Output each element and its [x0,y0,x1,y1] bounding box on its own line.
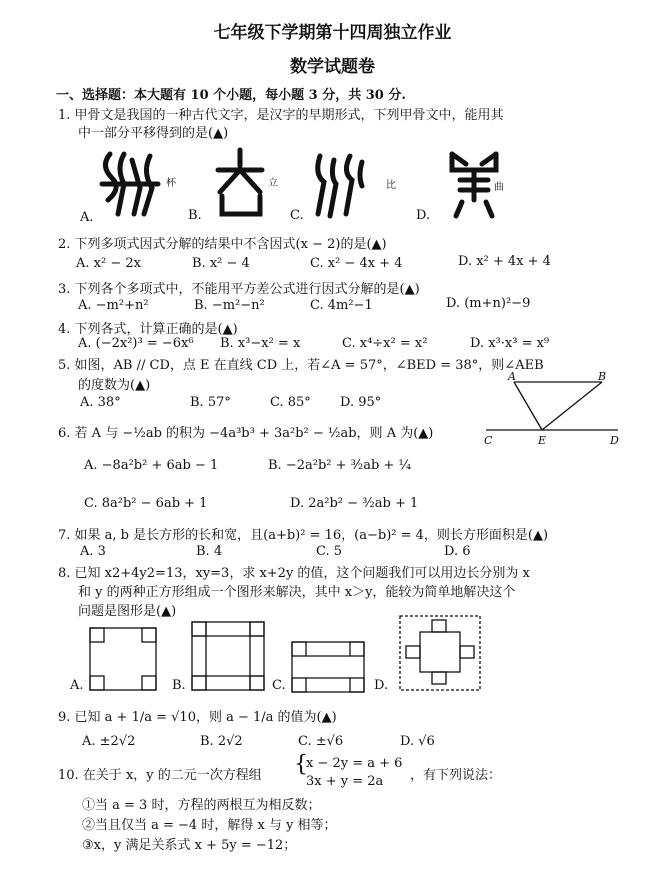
q4-stem: 4. 下列各式，计算正确的是(▲) [58,322,238,337]
q7-option-d: D. 6 [444,544,471,559]
fig-label-a: A [508,370,516,383]
q2-option-d: D. x² + 4x + 4 [458,254,551,269]
q9-option-c: C. ±√6 [298,734,344,749]
q5-option-a: A. 38° [80,395,121,410]
oracle-glyph-c [312,150,368,218]
fig-label-d: D [610,434,619,447]
q8-option-a: A. [70,678,84,693]
q8-stem-line1: 8. 已知 x2+4y2=13，xy=3，求 x+2y 的值，这个问题我们可以用边长分别为 x [58,566,530,581]
q1-caption-c: 比 [386,180,396,191]
q8-figure-d [398,614,482,692]
q6-option-c: C. 8a²b² − 6ab + 1 [84,496,208,511]
oracle-glyph-b [210,146,270,218]
q5-geometry-figure [480,372,630,450]
q10-statement-2: ②当且仅当 a = −4 时，解得 x 与 y 相等； [82,818,337,833]
q9-stem: 9. 已知 a + 1/a = √10，则 a − 1/a 的值为(▲) [58,710,337,725]
q9-option-a: A. ±2√2 [82,734,136,749]
fig-label-c: C [484,434,493,447]
q7-option-a: A. 3 [80,544,106,559]
q5-stem-line2: 的度数为(▲) [78,378,151,393]
q3-option-c: C. 4m²−1 [310,298,373,313]
q4-option-d: D. x³·x³ = x⁹ [470,336,550,351]
q9-option-b: B. 2√2 [200,734,243,749]
q4-option-b: B. x³−x² = x [220,336,301,351]
fig-label-e: E [538,434,547,447]
q5-option-b: B. 57° [190,395,231,410]
q10-statement-1: ①当 a = 3 时，方程的两根互为相反数； [82,798,321,813]
q3-option-d: D. (m+n)²−9 [446,296,531,311]
q6-option-a: A. −8a²b² + 6ab − 1 [84,458,219,473]
fig-label-b: B [598,370,607,383]
q6-option-d: D. 2a²b² − ³⁄₂ab + 1 [290,496,419,511]
q10-statement-3: ③x，y 满足关系式 x + 5y = −12； [82,838,297,853]
q8-figure-b [190,620,266,692]
q1-caption-b: 立 [268,178,278,189]
q8-stem-line2: 和 y 的两种正方形组成一个图形来解决，其中 x＞y，能较为简单地解决这个 [78,585,516,600]
q1-stem-line2: 中一部分平移得到的是(▲) [78,126,229,141]
q3-option-a: A. −m²+n² [78,298,149,313]
section-heading: 一、选择题：本大题有 10 个小题，每小题 3 分，共 30 分. [56,88,406,103]
q8-option-d: D. [374,678,389,693]
q5-option-d: D. 95° [340,395,382,410]
q1-option-c: C. [290,208,304,223]
q1-caption-a: 杯 [166,178,176,189]
q8-option-b: B. [172,678,186,693]
q10-stem: 10. 在关于 x，y 的二元一次方程组 [58,768,262,783]
q3-option-b: B. −m²−n² [194,298,265,313]
q10-stem-tail: ，有下列说法： [410,768,502,783]
q1-option-b: B. [188,208,202,223]
q2-option-c: C. x² − 4x + 4 [310,256,403,271]
q2-option-a: A. x² − 2x [76,256,141,271]
page-subtitle: 数学试题卷 [290,57,375,77]
q7-stem: 7. 如果 a, b 是长方形的长和宽，且(a+b)² = 16，(a−b)² = 4，则长方形面积是(▲) [58,528,549,543]
q10-equation-2: 3x + y = 2a [306,774,384,789]
q2-option-b: B. x² − 4 [192,256,250,271]
q1-stem-line1: 1. 甲骨文是我国的一种古代文字，是汉字的早期形式，下列甲骨文中，能用其 [58,108,504,123]
q6-stem: 6. 若 A 与 −½ab 的积为 −4a³b³ + 3a²b² − ½ab，则 A 为(▲) [58,426,434,441]
q7-option-c: C. 5 [316,544,343,559]
q8-figure-a [88,626,158,692]
q5-stem-line1: 5. 如图，AB // CD，点 E 在直线 CD 上，若∠A = 57°，∠BED = 38°，则∠AEB [58,358,544,373]
q8-figure-c [290,640,366,694]
q5-option-c: C. 85° [270,395,311,410]
q4-option-a: A. (−2x²)³ = −6x⁶ [78,336,194,351]
q9-option-d: D. √6 [400,734,435,749]
q10-brace: { [294,752,308,777]
q4-option-c: C. x⁴÷x² = x² [342,336,428,351]
q7-option-b: B. 4 [196,544,223,559]
q10-equation-1: x − 2y = a + 6 [306,756,403,771]
q8-option-c: C. [272,678,286,693]
q1-option-d: D. [416,208,431,223]
q1-caption-d: 曲 [494,182,504,193]
page-title: 七年级下学期第十四周独立作业 [213,23,452,43]
q2-stem: 2. 下列多项式因式分解的结果中不含因式(x − 2)的是(▲) [58,237,387,252]
q8-stem-line3: 问题是图形是(▲) [78,604,177,619]
q6-option-b: B. −2a²b² + ³⁄₂ab + ¼ [268,458,412,473]
q3-stem: 3. 下列各个多项式中，不能用平方差公式进行因式分解的是(▲) [58,282,420,297]
q1-option-a: A. [80,210,94,225]
